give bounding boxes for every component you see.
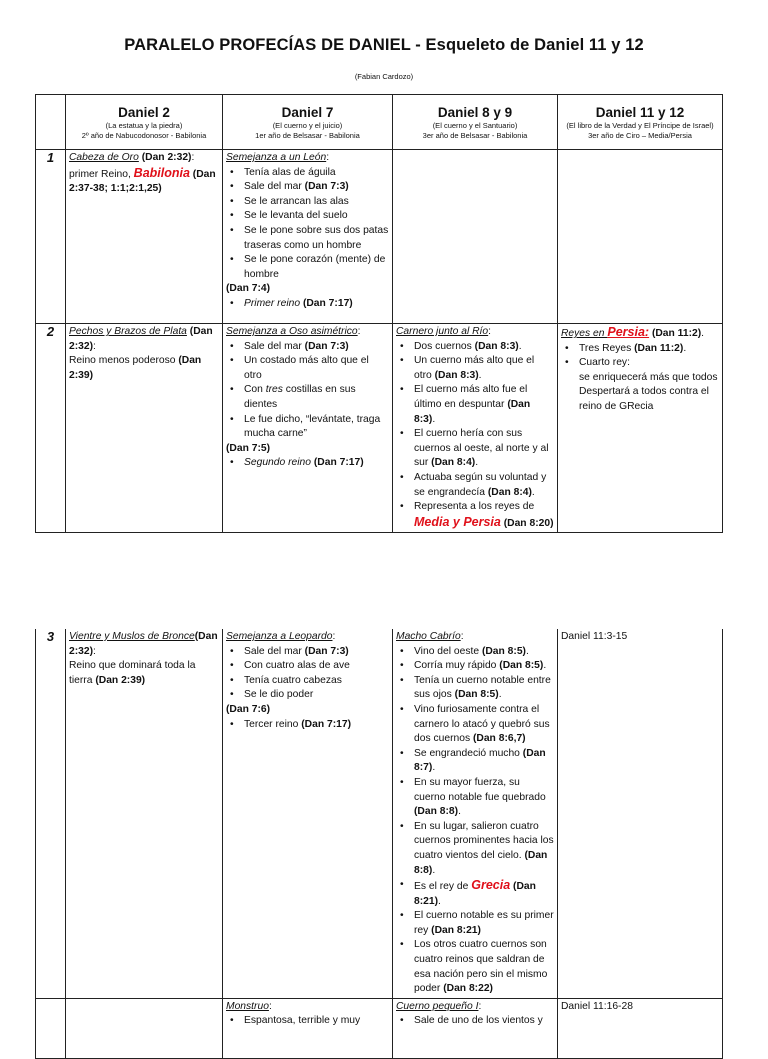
list-item: • Segundo reino (Dan 7:17) <box>226 456 389 471</box>
header-daniel-8-9 <box>393 95 558 150</box>
list-item: se enriquecerá más que todos <box>579 371 718 383</box>
list-item: • Espantosa, terrible y muy <box>226 1014 389 1029</box>
list-item: • Le fue dicho, “levántate, traga mucha carne” <box>226 413 389 442</box>
cell-daniel-11-12: Reyes en Persia: (Dan 11:2). • Tres Reyes (Dan 11:2). • Cuarto rey: se enriquecerá más que todos Despertará a todos contra el reino de GRecia <box>558 324 723 533</box>
bullet-list <box>226 297 389 312</box>
prophecy-table-page-1 <box>35 94 723 533</box>
header-subtitle: (El cuerno y el Santuario) <box>432 120 518 130</box>
bullet-list <box>226 166 389 283</box>
row-number: 2 <box>36 324 66 533</box>
header-title: Daniel 7 <box>281 104 334 120</box>
list-item: • Actuaba según su voluntad y se engrandecía (Dan 8:4). <box>396 471 554 500</box>
header-date: 2º año de Nabucodonosor - Babilonia <box>81 130 207 140</box>
list-item: • Tres Reyes (Dan 11:2). <box>561 342 719 357</box>
cell-daniel-7: Semejanza a Leopardo: • Sale del mar (Dan 7:3) • Con cuatro alas de ave • Tenía cuatro cabezas • Se le dio poder (Dan 7:6) • Tercer reino (Dan 7:17) <box>223 629 393 998</box>
cell-daniel-2: Pechos y Brazos de Plata (Dan 2:32): Reino menos poderoso (Dan 2:39) <box>66 324 223 533</box>
list-item: • Primer reino (Dan 7:17) <box>226 297 389 312</box>
cell-daniel-8-9: Macho Cabrío: • Vino del oeste (Dan 8:5). • Corría muy rápido (Dan 8:5). • Tenía un cuerno notable entre sus ojos (Dan 8:5). • Vino furiosamente contra el carnero lo atacó y quebró sus dos cuernos (Dan 8:6,7) • Se engrandeció mucho (Dan 8:7). • En su mayor fuerza, su cuerno notable fue quebrado (Dan 8:8). • En su lugar, salieron cuatro cuernos prominentes hacia los cuatro vientos del cielo. (Dan 8:8). • Es el rey de Grecia (Dan 8:21). • El cuerno notable es su primer rey (Dan 8:21) • Los otros cuatro cuernos son cuatro reinos que saldran de esa nación pero sin el mismo poder (Dan 8:22) <box>393 629 558 998</box>
list-item: • Tenía alas de águila <box>226 166 389 181</box>
bullet-list <box>226 718 389 733</box>
list-item: • Sale del mar (Dan 7:3) <box>226 645 389 660</box>
cell-daniel-2: Cabeza de Oro (Dan 2:32): primer Reino, Babilonia (Dan 2:37-38; 1:1;2:1,25) <box>66 150 223 324</box>
cell-daniel-7: Semejanza a Oso asimétrico: • Sale del mar (Dan 7:3) • Un costado más alto que el otro • Con tres costillas en sus dientes • Le fue dicho, “levántate, traga mucha carne” (Dan 7:5) • Segundo reino (Dan 7:17) <box>223 324 393 533</box>
cell-daniel-2: Vientre y Muslos de Bronce(Dan 2:32): Reino que dominará toda la tierra (Dan 2:39) <box>66 629 223 998</box>
list-item: • El cuerno notable es su primer rey (Dan 8:21) <box>396 909 554 938</box>
list-item: • Es el rey de Grecia (Dan 8:21). <box>396 878 554 909</box>
prophecy-table-page-2 <box>35 629 723 1059</box>
header-daniel-7 <box>223 95 393 150</box>
bullet-list <box>226 456 389 471</box>
list-item: • Se le dio poder <box>226 688 389 703</box>
header-subtitle: (La estatua y la piedra) <box>105 120 183 130</box>
list-item: • Tenía un cuerno notable entre sus ojos (Dan 8:5). <box>396 674 554 703</box>
header-daniel-11-12 <box>558 95 723 150</box>
list-item: • Tenía cuatro cabezas <box>226 674 389 689</box>
cell-daniel-11-12: Daniel 11:16-28 <box>558 998 723 1058</box>
list-item: • Un cuerno más alto que el otro (Dan 8:3). <box>396 354 554 383</box>
list-item: • El cuerno hería con sus cuernos al oeste, al norte y al sur (Dan 8:4). <box>396 427 554 471</box>
bullet-list <box>226 1014 389 1029</box>
list-item: • Sale del mar (Dan 7:3) <box>226 180 389 195</box>
list-item: • Sale del mar (Dan 7:3) <box>226 340 389 355</box>
list-item: • Vino del oeste (Dan 8:5). <box>396 645 554 660</box>
header-subtitle: (El cuerno y el juicio) <box>272 120 343 130</box>
kingdom-media-persia: Media y Persia <box>414 514 501 529</box>
list-item: • Se le levanta del suelo <box>226 209 389 224</box>
kingdom-persia: Persia: <box>607 325 650 339</box>
header-date: 1er año de Belsasar - Babilonia <box>255 130 360 140</box>
scripture-ref: (Dan 7:4) <box>226 283 271 295</box>
bullet-list <box>226 645 389 703</box>
bullet-list <box>226 340 389 442</box>
header-daniel-2 <box>66 95 223 150</box>
cell-daniel-8-9: Cuerno pequeño I: • Sale de uno de los vientos y <box>393 998 558 1058</box>
header-title: Daniel 2 <box>118 104 170 120</box>
table-row <box>36 629 723 998</box>
bullet-list <box>561 342 719 415</box>
list-item: • Representa a los reyes de Media y Persia (Dan 8:20) <box>396 500 554 531</box>
list-item: • Con cuatro alas de ave <box>226 659 389 674</box>
cell-daniel-7: Semejanza a un León: • Tenía alas de águila • Sale del mar (Dan 7:3) • Se le arrancan las alas • Se le levanta del suelo • Se le pone sobre sus dos patas traseras como un hombre • Se le pone corazón (mente) de hombre (Dan 7:4) • Primer reino (Dan 7:17) <box>223 150 393 324</box>
cell-daniel-8-9 <box>393 150 558 324</box>
list-item: • Se le arrancan las alas <box>226 195 389 210</box>
kingdom-babilonia: Babilonia <box>133 165 190 180</box>
row-number: 3 <box>36 629 66 998</box>
header-title: Daniel 8 y 9 <box>437 104 513 120</box>
bullet-list <box>396 645 554 997</box>
table-row <box>36 998 723 1058</box>
header-date: 3er año de Belsasar - Babilonia <box>422 130 528 140</box>
list-item: • Un costado más alto que el otro <box>226 354 389 383</box>
list-item: • Sale de uno de los vientos y <box>396 1014 554 1029</box>
table-row <box>36 150 723 324</box>
kingdom-grecia: Grecia <box>471 878 511 893</box>
header-title: Daniel 11 y 12 <box>595 104 685 120</box>
scripture-ref: (Dan 7:6) <box>226 703 271 715</box>
list-item: • Tercer reino (Dan 7:17) <box>226 718 389 733</box>
list-item: • Cuarto rey: <box>561 356 719 371</box>
document-title: PARALELO PROFECÍAS DE DANIEL - Esqueleto de Daniel 11 y 12 <box>124 36 644 54</box>
list-item: • Se engrandeció mucho (Dan 8:7). <box>396 747 554 776</box>
cell-daniel-2 <box>66 998 223 1058</box>
header-subtitle: (El libro de la Verdad y El Príncipe de Israel) <box>566 120 714 130</box>
cell-daniel-11-12: Daniel 11:3-15 <box>558 629 723 998</box>
list-item: • En su lugar, salieron cuatro cuernos prominentes hacia los cuatro vientos del cielo. (Dan 8:8). <box>396 820 554 878</box>
table-header-row <box>36 95 723 150</box>
cell-daniel-7: Monstruo: • Espantosa, terrible y muy <box>223 998 393 1058</box>
header-date: 3er año de Ciro – Media/Persia <box>588 130 692 140</box>
list-item: • Dos cuernos (Dan 8:3). <box>396 340 554 355</box>
list-item: • Corría muy rápido (Dan 8:5). <box>396 659 554 674</box>
list-item: • Vino furiosamente contra el carnero lo atacó y quebró sus dos cuernos (Dan 8:6,7) <box>396 703 554 747</box>
bullet-list <box>396 1014 554 1029</box>
table-row <box>36 324 723 533</box>
list-item: • Se le pone corazón (mente) de hombre <box>226 253 389 282</box>
cell-daniel-11-12 <box>558 150 723 324</box>
header-corner <box>36 95 66 150</box>
list-item: • Se le pone sobre sus dos patas traseras como un hombre <box>226 224 389 253</box>
row-number: 1 <box>36 150 66 324</box>
row-number <box>36 998 66 1058</box>
cell-daniel-8-9: Carnero junto al Río: • Dos cuernos (Dan 8:3). • Un cuerno más alto que el otro (Dan 8:3). • El cuerno más alto fue el último en despuntar (Dan 8:3). • El cuerno hería con sus cuernos al oeste, al norte y al sur (Dan 8:4). • Actuaba según su voluntad y se engrandecía (Dan 8:4). • Representa a los reyes de Media y Persia (Dan 8:20) <box>393 324 558 533</box>
list-item: • En su mayor fuerza, su cuerno notable fue quebrado (Dan 8:8). <box>396 776 554 820</box>
list-item: • El cuerno más alto fue el último en despuntar (Dan 8:3). <box>396 383 554 427</box>
list-item: • Los otros cuatro cuernos son cuatro reinos que saldran de esa nación pero sin el mismo poder (Dan 8:22) <box>396 938 554 996</box>
list-item: • Con tres costillas en sus dientes <box>226 383 389 412</box>
bullet-list <box>396 340 554 532</box>
list-item: Despertará a todos contra el reino de GRecia <box>579 386 709 412</box>
scripture-ref: (Dan 7:5) <box>226 442 271 454</box>
author-note: (Fabian Cardozo) <box>354 72 414 81</box>
